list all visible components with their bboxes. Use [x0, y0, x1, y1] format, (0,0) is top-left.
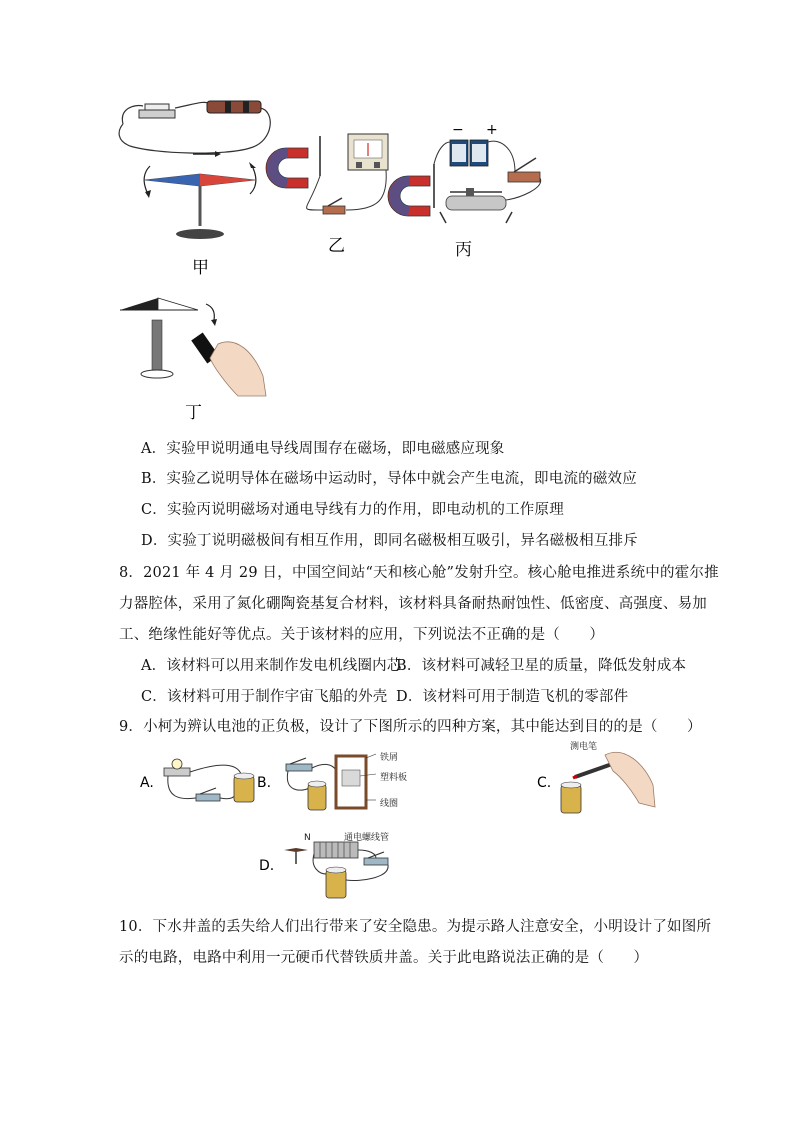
label-yi: 乙	[328, 236, 345, 256]
label-ding: 丁	[185, 403, 202, 423]
q8-stem-line-2: 力器腔体，采用了氮化硼陶瓷基复合材料，该材料具备耐热耐蚀性、低密度、高强度、易加	[119, 596, 707, 612]
q8-option-b: B．该材料可减轻卫星的质量，降低发射成本	[396, 658, 687, 674]
experiment-ding-diagram	[118, 296, 268, 396]
q8-stem-line-3: 工、绝缘性能好等优点。关于该材料的应用，下列说法不正确的是（ ）	[119, 627, 605, 643]
q9-scheme-a-diagram	[160, 758, 260, 808]
experiment-bing-diagram	[390, 128, 550, 228]
q7-option-d: D．实验丁说明磁极间有相互作用，即同名磁极相互吸引，异名磁极相互排斥	[141, 533, 638, 549]
q7-option-c: C．实验丙说明磁场对通电导线有力的作用，即电动机的工作原理	[141, 502, 564, 518]
q9-d-tag-solenoid: 通电螺线管	[344, 833, 390, 843]
q9-label-b: B.	[257, 775, 272, 791]
q9-scheme-c-diagram	[555, 745, 660, 820]
q8-option-a: A．该材料可以用来制作发电机线圈内芯	[141, 658, 402, 674]
q9-label-d: D.	[259, 858, 275, 874]
label-bing: 丙	[455, 240, 472, 260]
q9-b-tag-iron-filings: 铁屑	[380, 753, 399, 763]
q10-stem-line-1: 10．下水井盖的丢失给人们出行带来了安全隐患。为提示路人注意安全，小明设计了如图所	[119, 919, 712, 935]
q8-option-c: C．该材料可用于制作宇宙飞船的外壳	[141, 689, 388, 705]
q8-stem-line-1: 8．2021 年 4 月 29 日，中国空间站“天和核心舱”发射升空。核心舱电推进系统中的霍尔推	[119, 565, 719, 581]
q9-c-tag-test-pen: 测电笔	[570, 742, 598, 752]
q9-stem: 9．小柯为辨认电池的正负极，设计了下图所示的四种方案，其中能达到目的的是（ ）	[119, 719, 702, 735]
q9-scheme-b-diagram	[280, 752, 390, 817]
q9-b-tag-coil: 线圈	[380, 799, 399, 809]
label-jia: 甲	[192, 258, 209, 278]
q9-label-c: C.	[537, 775, 552, 791]
bing-plus-sign: +	[486, 122, 498, 138]
q7-option-b: B．实验乙说明导体在磁场中运动时，导体中就会产生电流，即电流的磁效应	[141, 471, 637, 487]
q9-b-tag-plastic-board: 塑料板	[380, 773, 408, 783]
q9-d-tag-n-pole: N	[304, 833, 311, 843]
q10-stem-line-2: 示的电路，电路中利用一元硬币代替铁质井盖。关于此电路说法正确的是（ ）	[119, 950, 649, 966]
q8-option-d: D．该材料可用于制造飞机的零部件	[396, 689, 629, 705]
q7-option-a: A．实验甲说明通电导线周围存在磁场，即电磁感应现象	[141, 441, 505, 457]
experiment-jia-diagram	[115, 96, 275, 246]
q9-label-a: A.	[140, 775, 154, 791]
bing-minus-sign: −	[452, 122, 464, 138]
q9-scheme-d-diagram	[280, 838, 395, 906]
experiment-yi-diagram	[268, 130, 398, 230]
